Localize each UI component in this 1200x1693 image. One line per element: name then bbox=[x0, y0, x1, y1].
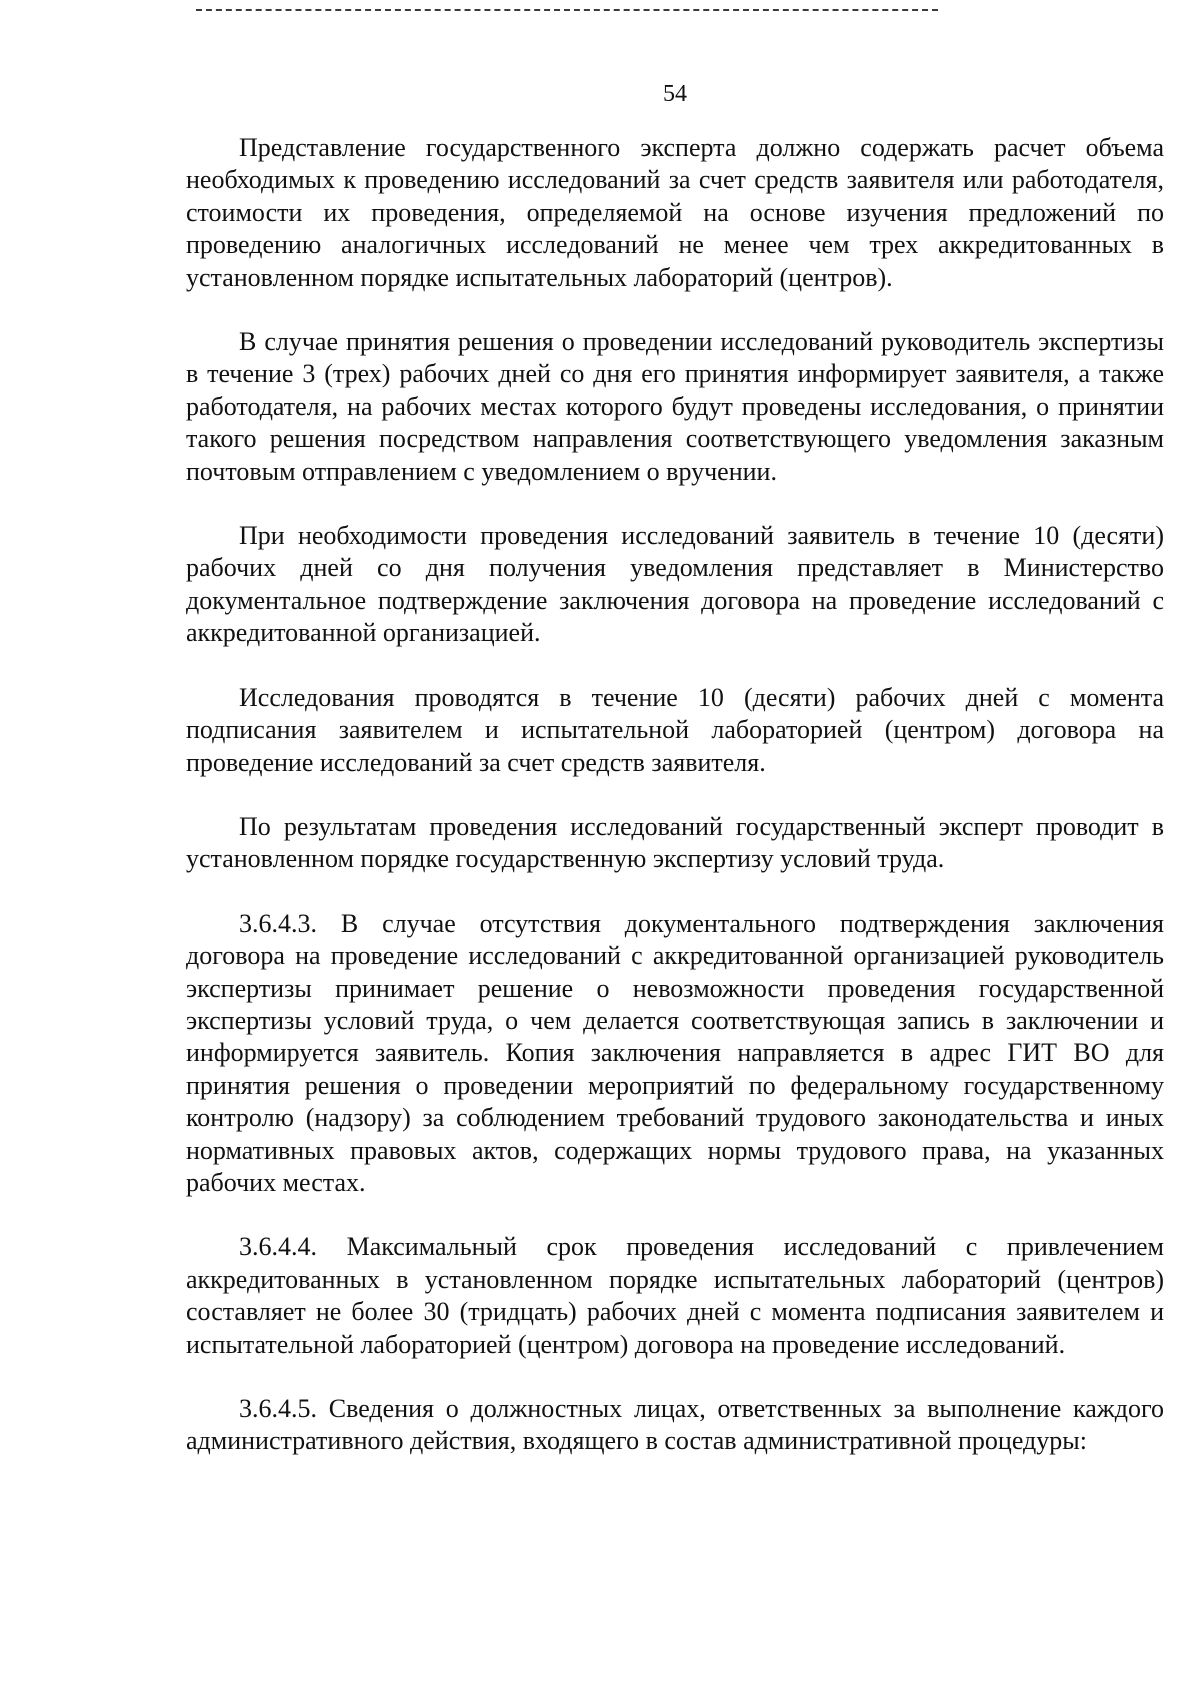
paragraph-applicant-confirmation: При необходимости проведения исследований заявитель в течение 10 (десяти) рабочих дней со дня получения уведомления представляет в Министерство документальное подтверждение заключения договора на проведение исследований с аккредитованной организацией. bbox=[186, 521, 1164, 648]
document-body bbox=[186, 132, 1164, 1490]
top-edge-line bbox=[196, 9, 938, 11]
paragraph-research-decision: В случае принятия решения о проведении исследований руководитель экспертизы в течение 3 (трех) рабочих дней со дня его принятия информирует заявителя, а также работодателя, на рабочих местах которого будут проведены исследования, о принятии такого решения посредством направления соответствующего уведомления заказным почтовым отправлением с уведомлением о вручении. bbox=[186, 327, 1164, 486]
paragraph-research-period: Исследования проводятся в течение 10 (десяти) рабочих дней с момента подписания заявителем и испытательной лабораторией (центром) договора на проведение исследований за счет средств заявителя. bbox=[186, 682, 1164, 777]
paragraph-research-results: По результатам проведения исследований государственный эксперт проводит в установленном порядке государственную экспертизу условий труда. bbox=[186, 811, 1164, 874]
paragraph-3-6-4-5: 3.6.4.5. Сведения о должностных лицах, ответственных за выполнение каждого административного действия, входящего в состав административной процедуры: bbox=[186, 1394, 1164, 1456]
paragraph-3-6-4-4: 3.6.4.4. Максимальный срок проведения исследований с привлечением аккредитованных в установленном порядке испытательных лабораторий (центров) составляет не более 30 (тридцать) рабочих дней с момента подписания заявителем и испытательной лабораторией (центром) договора на проведение исследований. bbox=[186, 1232, 1164, 1359]
paragraph-3-6-4-3: 3.6.4.3. В случае отсутствия документального подтверждения заключения договора на проведение исследований с аккредитованной организацией руководитель экспертизы принимает решение о невозможности проведения государственной экспертизы условий труда, о чем делается соответствующая запись в заключении и информируется заявитель. Копия заключения направляется в адрес ГИТ ВО для принятия решения о проведении мероприятий по федеральному государственному контролю (надзору) за соблюдением требований трудового законодательства и иных нормативных правовых актов, содержащих нормы трудового права, на указанных рабочих местах. bbox=[186, 908, 1164, 1197]
page-number: 54 bbox=[663, 81, 687, 107]
paragraph-expert-submission: Представление государственного эксперта должно содержать расчет объема необходимых к проведению исследований за счет средств заявителя или работодателя, стоимости их проведения, определяемой на основе изучения предложений по проведению аналогичных исследований не менее чем трех аккредитованных в установленном порядке испытательных лабораторий (центров). bbox=[186, 133, 1164, 292]
